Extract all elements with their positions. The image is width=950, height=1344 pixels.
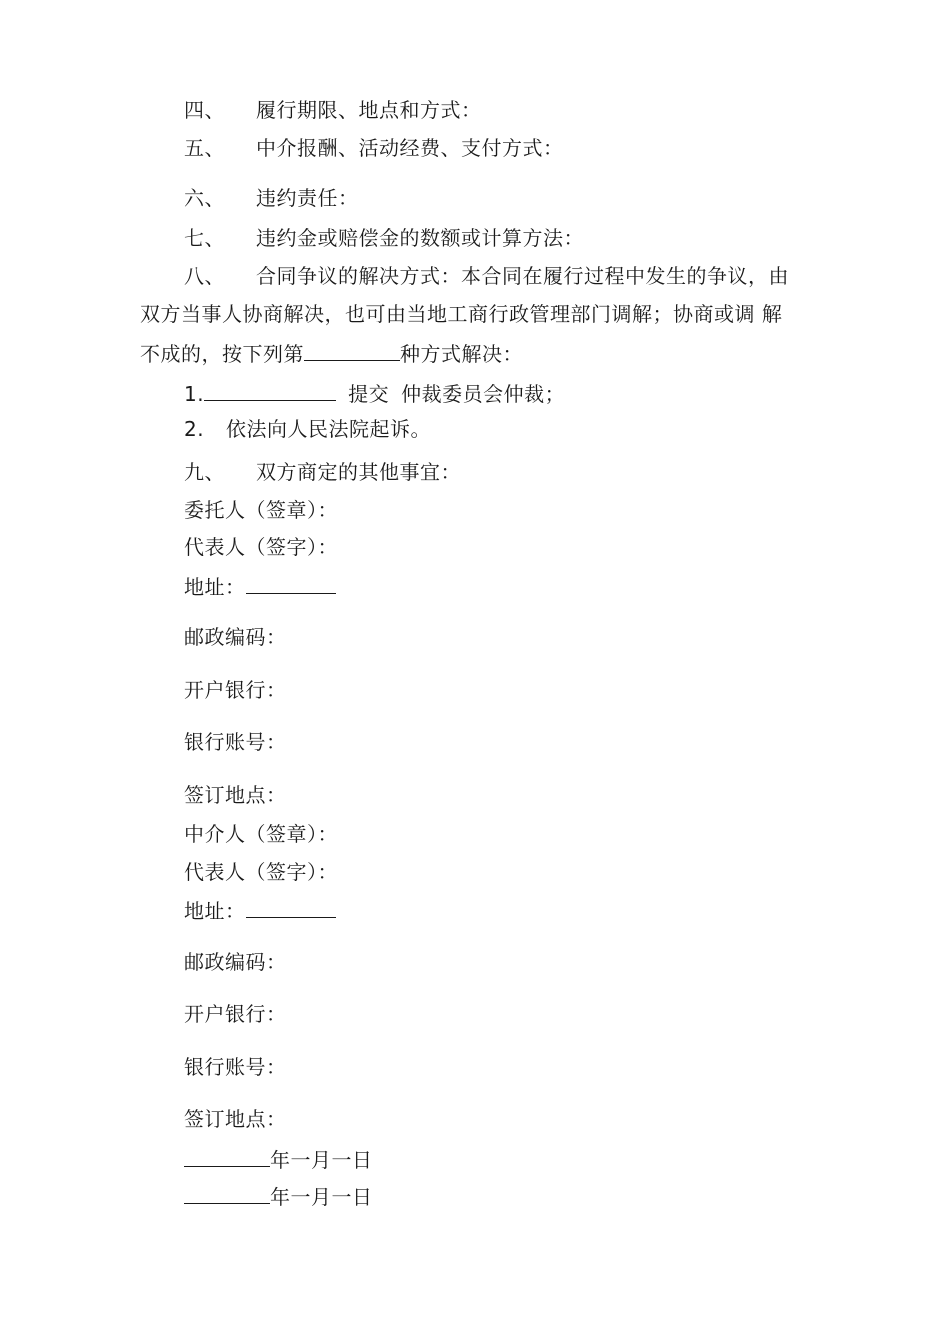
- intermediary-address: [184, 897, 336, 923]
- date-text: 年一月一日: [270, 1185, 373, 1209]
- address-label: 地址：: [184, 899, 246, 923]
- clause-text: 双方商定的其他事宜：: [256, 460, 461, 484]
- option-number: 2.: [184, 417, 205, 441]
- date-line-two: [184, 1183, 373, 1209]
- clause-six: [184, 186, 359, 210]
- intermediary-place: 签订地点：: [184, 1107, 287, 1131]
- intermediary-account: 银行账号：: [184, 1055, 287, 1079]
- intermediary-postcode: 邮政编码：: [184, 950, 287, 974]
- clause-four: [184, 98, 482, 122]
- year-blank[interactable]: [184, 1146, 270, 1167]
- principal-rep: 代表人（签字）：: [184, 535, 338, 559]
- principal-place: 签订地点：: [184, 783, 287, 807]
- intermediary-bank: 开户银行：: [184, 1002, 287, 1026]
- clause-eight-line1: [184, 264, 789, 288]
- clause-number: 七、: [184, 226, 225, 250]
- address-blank[interactable]: [246, 573, 336, 594]
- principal-postcode: 邮政编码：: [184, 625, 287, 649]
- option-text: 依法向人民法院起诉。: [226, 417, 431, 441]
- option-text: 仲裁委员会仲裁；: [401, 382, 566, 406]
- clause-text: 中介报酬、活动经费、支付方式：: [256, 136, 564, 160]
- clause-number: 六、: [184, 186, 225, 210]
- clause-seven: [184, 226, 584, 250]
- date-line-one: [184, 1146, 373, 1172]
- clause-text: 违约金或赔偿金的数额或计算方法：: [256, 226, 584, 250]
- arbitration-blank[interactable]: [204, 380, 336, 401]
- clause-eight-line2: [140, 302, 782, 326]
- clause-number: 五、: [184, 136, 225, 160]
- date-text: 年一月一日: [270, 1148, 373, 1172]
- option-two: [184, 417, 431, 441]
- clause-eight-line3: [140, 340, 523, 366]
- address-blank[interactable]: [246, 897, 336, 918]
- choice-blank[interactable]: [304, 340, 400, 361]
- clause-text: 双方当事人协商解决，也可由当地工商行政管理部门调解；协商或调 解: [140, 302, 783, 326]
- year-blank[interactable]: [184, 1183, 270, 1204]
- principal-address: [184, 573, 336, 599]
- clause-number: 八、: [184, 264, 225, 288]
- principal-sign: 委托人（签章）：: [184, 498, 338, 522]
- clause-number: 九、: [184, 460, 225, 484]
- clause-text: 种方式解决：: [400, 342, 523, 366]
- clause-text: 履行期限、地点和方式：: [256, 98, 482, 122]
- option-number: 1.: [184, 382, 205, 406]
- clause-text: 不成的，按下列第: [140, 342, 304, 366]
- intermediary-sign: 中介人（签章）：: [184, 822, 338, 846]
- clause-five: [184, 136, 564, 160]
- principal-bank: 开户银行：: [184, 678, 287, 702]
- clause-text: 合同争议的解决方式：本合同在履行过程中发生的争议，由: [256, 264, 789, 288]
- intermediary-rep: 代表人（签字）：: [184, 860, 338, 884]
- clause-text: 违约责任：: [256, 186, 359, 210]
- option-one: [184, 380, 565, 406]
- clause-nine: [184, 460, 461, 484]
- address-label: 地址：: [184, 575, 246, 599]
- option-text: 提交: [348, 382, 390, 406]
- principal-account: 银行账号：: [184, 730, 287, 754]
- clause-number: 四、: [184, 98, 225, 122]
